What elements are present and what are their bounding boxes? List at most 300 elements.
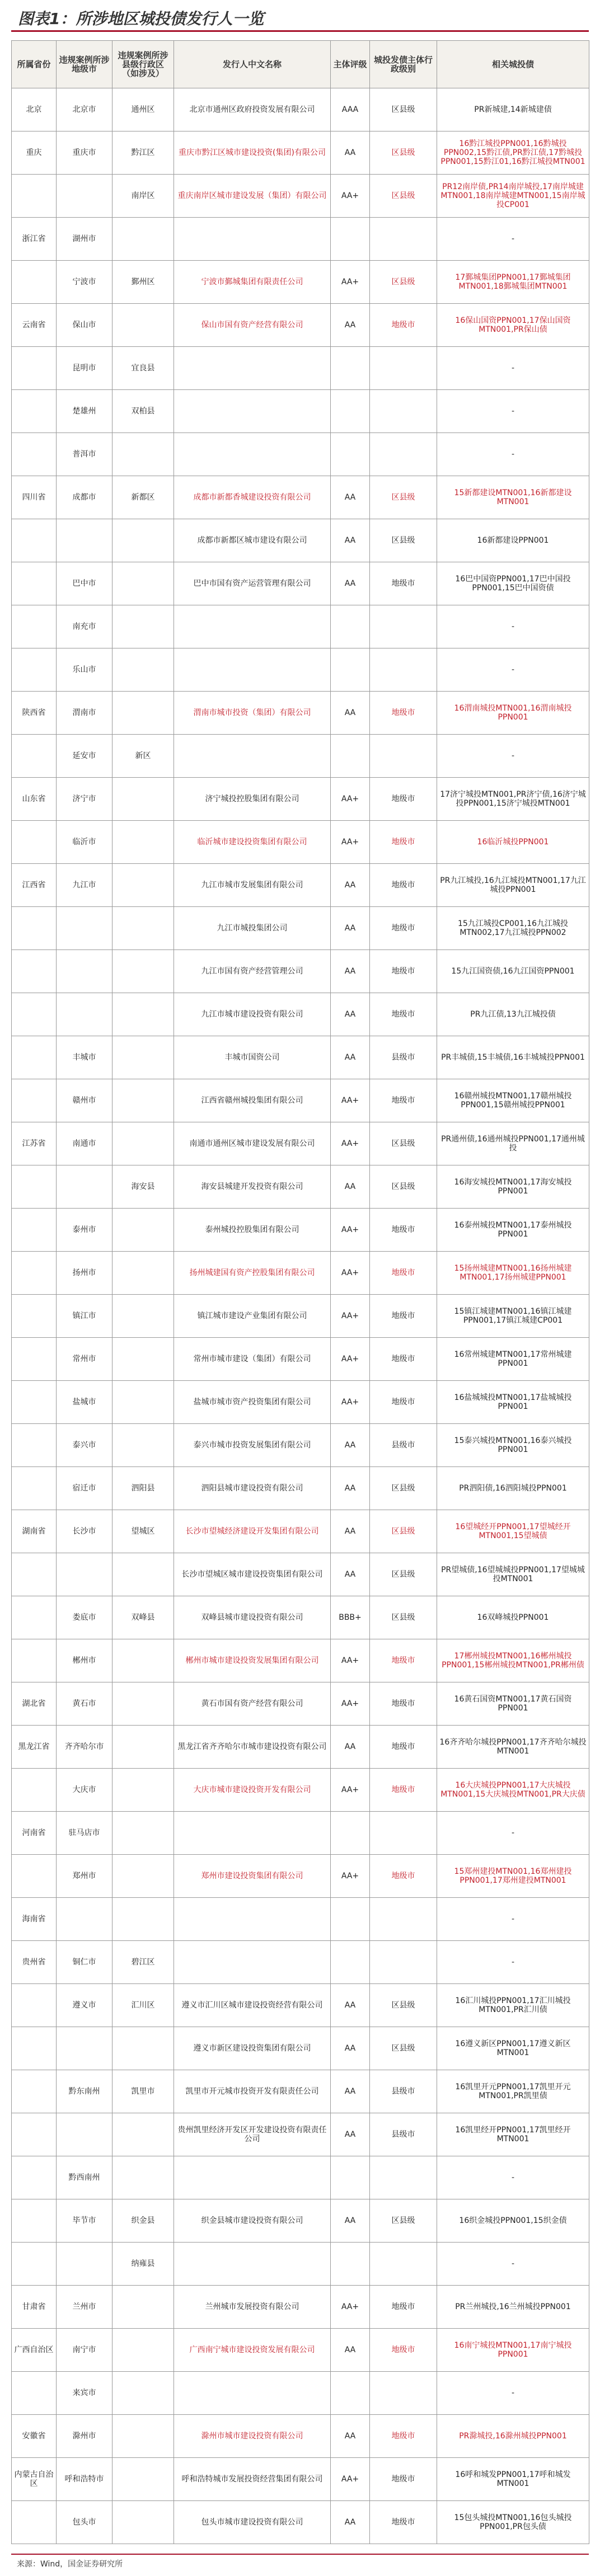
cell-city: 娄底市 (57, 1596, 112, 1639)
cell-admin-level: 区县级 (370, 1510, 437, 1553)
cell-province (12, 1855, 57, 1898)
source-note: 来源：Wind，国金证券研究所 (17, 2560, 123, 2569)
cell-bonds: PR滁城投,16滁州城投PPN001 (437, 2415, 589, 2458)
cell-issuer: 广西南宁城市建设投资发展有限公司 (174, 2329, 331, 2372)
cell-county (112, 648, 174, 692)
cell-county: 双峰县 (112, 1596, 174, 1639)
cell-province (12, 519, 57, 562)
table-header-row (12, 41, 589, 88)
cell-issuer (174, 2243, 331, 2286)
cell-city: 延安市 (57, 735, 112, 778)
cell-admin-level: 区县级 (370, 88, 437, 131)
cell-issuer: 渭南市城市投资（集团）有限公司 (174, 692, 331, 735)
cell-bonds: 16新都建设PPN001 (437, 519, 589, 562)
cell-rating (331, 390, 370, 433)
cell-admin-level: 地级市 (370, 1639, 437, 1682)
cell-rating: AA (331, 993, 370, 1036)
cell-city: 大庆市 (57, 1769, 112, 1812)
table-row (12, 131, 589, 175)
table-row (12, 347, 589, 390)
cell-rating: AA+ (331, 821, 370, 864)
cell-city: 楚雄州 (57, 390, 112, 433)
cell-admin-level (370, 218, 437, 261)
cell-county (112, 1036, 174, 1079)
table-row (12, 692, 589, 735)
cell-city: 昆明市 (57, 347, 112, 390)
cell-province: 湖北省 (12, 1682, 57, 1726)
cell-bonds: 16海安城投MTN001,17海安城投PPN001 (437, 1165, 589, 1209)
cell-bonds: PR九江债,13九江城投债 (437, 993, 589, 1036)
cell-issuer (174, 648, 331, 692)
cell-rating: AA (331, 1467, 370, 1510)
cell-county (112, 2415, 174, 2458)
cell-issuer: 九江市城市建设投资有限公司 (174, 993, 331, 1036)
cell-city (57, 950, 112, 993)
cell-admin-level: 县级市 (370, 1424, 437, 1467)
cell-rating: AA+ (331, 1381, 370, 1424)
cell-issuer: 镇江城市建设产业集团有限公司 (174, 1295, 331, 1338)
cell-issuer: 临沂城市建设投资集团有限公司 (174, 821, 331, 864)
col-admin-level: 城投发债主体行政级别 (370, 41, 437, 88)
cell-province (12, 1424, 57, 1467)
cell-rating: AA (331, 1510, 370, 1553)
cell-admin-level: 地级市 (370, 907, 437, 950)
cell-county: 织金县 (112, 2199, 174, 2243)
cell-rating: AA+ (331, 778, 370, 821)
cell-county (112, 1812, 174, 1855)
cell-admin-level: 区县级 (370, 1122, 437, 1165)
cell-bonds: 16盐城城投MTN001,17盐城城投PPN001 (437, 1381, 589, 1424)
cell-county: 海安县 (112, 1165, 174, 1209)
cell-province (12, 605, 57, 648)
cell-issuer: 泰兴市城市投资发展集团有限公司 (174, 1424, 331, 1467)
cell-issuer (174, 218, 331, 261)
cell-province: 云南省 (12, 304, 57, 347)
cell-rating: AA+ (331, 1769, 370, 1812)
cell-rating: AA+ (331, 1682, 370, 1726)
cell-city (57, 519, 112, 562)
cell-county: 碧江区 (112, 1941, 174, 1984)
cell-rating: AA+ (331, 1122, 370, 1165)
cell-bonds: PR新城建,14新城建债 (437, 88, 589, 131)
table-row (12, 1726, 589, 1769)
cell-rating: AA (331, 2113, 370, 2156)
cell-city: 赣州市 (57, 1079, 112, 1122)
cell-province: 江西省 (12, 864, 57, 907)
cell-rating: AA (331, 476, 370, 519)
cell-province (12, 1338, 57, 1381)
cell-issuer: 遵义市汇川区城市建设投资经营有限公司 (174, 1984, 331, 2027)
cell-admin-level: 区县级 (370, 261, 437, 304)
table-row (12, 2372, 589, 2415)
cell-bonds: - (437, 1898, 589, 1941)
cell-issuer: 郑州市建设投资集团有限公司 (174, 1855, 331, 1898)
cell-bonds: 16南宁城投MTN001,17南宁城投PPN001 (437, 2329, 589, 2372)
cell-rating: AA (331, 2027, 370, 2070)
cell-city (57, 2113, 112, 2156)
cell-admin-level: 地级市 (370, 950, 437, 993)
cell-admin-level: 地级市 (370, 1338, 437, 1381)
cell-admin-level: 县级市 (370, 2070, 437, 2113)
cell-admin-level (370, 735, 437, 778)
cell-rating: AA+ (331, 1855, 370, 1898)
cell-rating (331, 2156, 370, 2199)
cell-issuer: 海安县城建开发投资有限公司 (174, 1165, 331, 1209)
cell-rating (331, 218, 370, 261)
cell-bonds: 15郑州建投MTN001,16郑州建投PPN001,17郑州建投MTN001 (437, 1855, 589, 1898)
cell-province (12, 1553, 57, 1596)
cell-city: 宁波市 (57, 261, 112, 304)
cell-bonds: 17济宁城投MTN001,PR济宁债,16济宁城投PPN001,15济宁城投MTN001 (437, 778, 589, 821)
cell-bonds: 16凯里经开PPN001,17凯里经开MTN001 (437, 2113, 589, 2156)
cell-rating: AA (331, 2415, 370, 2458)
table-row (12, 735, 589, 778)
cell-rating (331, 433, 370, 476)
cell-county: 凯里市 (112, 2070, 174, 2113)
cell-issuer: 巴中市国有资产运营管理有限公司 (174, 562, 331, 605)
cell-city: 盐城市 (57, 1381, 112, 1424)
table-row (12, 2415, 589, 2458)
cell-issuer: 呼和浩特城市发展投资经营集团有限公司 (174, 2458, 331, 2501)
cell-issuer: 江西省赣州城投集团有限公司 (174, 1079, 331, 1122)
cell-county (112, 1855, 174, 1898)
cell-rating: AA+ (331, 175, 370, 218)
cell-admin-level: 地级市 (370, 1381, 437, 1424)
cell-rating: AA+ (331, 2458, 370, 2501)
cell-issuer: 泗阳县城市建设投资有限公司 (174, 1467, 331, 1510)
cell-province: 安徽省 (12, 2415, 57, 2458)
col-county: 违规案例所涉县级行政区（如涉及） (112, 41, 174, 88)
cell-bonds: - (437, 1812, 589, 1855)
cell-issuer: 保山市国有资产经营有限公司 (174, 304, 331, 347)
cell-admin-level: 地级市 (370, 1079, 437, 1122)
cell-province: 贵州省 (12, 1941, 57, 1984)
cell-province: 江苏省 (12, 1122, 57, 1165)
cell-county (112, 1122, 174, 1165)
cell-city: 湖州市 (57, 218, 112, 261)
cell-rating: AA (331, 1036, 370, 1079)
cell-province (12, 562, 57, 605)
cell-province: 四川省 (12, 476, 57, 519)
cell-province (12, 2070, 57, 2113)
cell-issuer: 重庆南岸区城市建设发展（集团）有限公司 (174, 175, 331, 218)
cell-city: 齐齐哈尔市 (57, 1726, 112, 1769)
cell-admin-level: 区县级 (370, 1165, 437, 1209)
cell-county (112, 304, 174, 347)
cell-rating: AA (331, 864, 370, 907)
col-city: 违规案例所涉地级市 (57, 41, 112, 88)
col-rating: 主体评级 (331, 41, 370, 88)
cell-province: 重庆 (12, 131, 57, 175)
cell-admin-level: 区县级 (370, 2199, 437, 2243)
cell-bonds: 16黄石国资MTN001,17黄石国资PPN001 (437, 1682, 589, 1726)
cell-bonds: 15新都建设MTN001,16新都建设MTN001 (437, 476, 589, 519)
cell-city: 普洱市 (57, 433, 112, 476)
cell-admin-level (370, 605, 437, 648)
cell-city: 兰州市 (57, 2286, 112, 2329)
cell-admin-level (370, 648, 437, 692)
cell-issuer: 泰州城投控股集团有限公司 (174, 1209, 331, 1252)
cell-city: 包头市 (57, 2501, 112, 2544)
cell-city: 黔东南州 (57, 2070, 112, 2113)
cell-province (12, 2199, 57, 2243)
cell-county: 新区 (112, 735, 174, 778)
table-row (12, 1769, 589, 1812)
cell-issuer: 兰州城市发展投资有限公司 (174, 2286, 331, 2329)
cell-rating (331, 1898, 370, 1941)
cell-city: 临沂市 (57, 821, 112, 864)
table-row (12, 2113, 589, 2156)
cell-bonds: PR望城债,16望城城投PPN001,17望城城投MTN001 (437, 1553, 589, 1596)
cell-province (12, 1381, 57, 1424)
cell-bonds: 16黔江城投PPN001,16黔城投PPN002,15黔江债,PR黔江债,17黔城投PPN001,15黔江01,16黔江城投MTN001 (437, 131, 589, 175)
table-body (12, 88, 589, 2544)
cell-county (112, 2458, 174, 2501)
cell-province: 广西自治区 (12, 2329, 57, 2372)
cell-bonds: 15九江国资债,16九江国资PPN001 (437, 950, 589, 993)
table-row (12, 907, 589, 950)
cell-rating: AA (331, 950, 370, 993)
cell-bonds: 16织金城投PPN001,15织金债 (437, 2199, 589, 2243)
table-row (12, 821, 589, 864)
cell-admin-level: 地级市 (370, 1726, 437, 1769)
cell-issuer: 重庆市黔江区城市建设投资(集团)有限公司 (174, 131, 331, 175)
table-row (12, 605, 589, 648)
cell-county: 新都区 (112, 476, 174, 519)
cell-bonds: - (437, 390, 589, 433)
cell-province: 山东省 (12, 778, 57, 821)
cell-county (112, 1553, 174, 1596)
cell-city: 南通市 (57, 1122, 112, 1165)
cell-province (12, 2501, 57, 2544)
table-row (12, 2286, 589, 2329)
cell-admin-level: 地级市 (370, 1295, 437, 1338)
cell-county: 泗阳县 (112, 1467, 174, 1510)
cell-issuer (174, 2156, 331, 2199)
cell-bonds: 15包头城投MTN001,16包头城投PPN001,PR包头债 (437, 2501, 589, 2544)
cell-province (12, 821, 57, 864)
cell-city: 巴中市 (57, 562, 112, 605)
table-row (12, 2199, 589, 2243)
cell-city: 九江市 (57, 864, 112, 907)
cell-admin-level: 地级市 (370, 1769, 437, 1812)
cell-issuer: 遵义市新区建设投资集团有限公司 (174, 2027, 331, 2070)
cell-city (57, 2027, 112, 2070)
cell-issuer (174, 390, 331, 433)
cell-city: 乐山市 (57, 648, 112, 692)
cell-bonds: - (437, 2372, 589, 2415)
cell-bonds: 16呼和城发PPN001,17呼和城发MTN001 (437, 2458, 589, 2501)
cell-province (12, 347, 57, 390)
title-rule (11, 30, 589, 32)
cell-rating: AA (331, 907, 370, 950)
cell-city (57, 1553, 112, 1596)
cell-bonds: PR九江城投,16九江城投MTN001,17九江城投PPN001 (437, 864, 589, 907)
cell-city: 北京市 (57, 88, 112, 131)
cell-issuer: 南通市通州区城市建设发展有限公司 (174, 1122, 331, 1165)
cell-bonds: - (437, 605, 589, 648)
cell-province: 浙江省 (12, 218, 57, 261)
cell-admin-level: 区县级 (370, 519, 437, 562)
cell-city: 来宾市 (57, 2372, 112, 2415)
cell-city (57, 907, 112, 950)
cell-province (12, 433, 57, 476)
cell-issuer (174, 2372, 331, 2415)
cell-province: 河南省 (12, 1812, 57, 1855)
table-row (12, 476, 589, 519)
cell-county (112, 1295, 174, 1338)
cell-county: 双柏县 (112, 390, 174, 433)
cell-rating (331, 605, 370, 648)
cell-city: 保山市 (57, 304, 112, 347)
cell-county (112, 1769, 174, 1812)
cell-county (112, 2286, 174, 2329)
cell-city (57, 993, 112, 1036)
cell-county (112, 778, 174, 821)
cell-city: 长沙市 (57, 1510, 112, 1553)
cell-admin-level: 区县级 (370, 476, 437, 519)
cell-rating: AA (331, 131, 370, 175)
cell-rating: AA+ (331, 1209, 370, 1252)
cell-admin-level (370, 347, 437, 390)
cell-issuer: 济宁城投控股集团有限公司 (174, 778, 331, 821)
cell-issuer: 大庆市城市建设投资开发有限公司 (174, 1769, 331, 1812)
cell-issuer (174, 1812, 331, 1855)
cell-rating (331, 648, 370, 692)
cell-admin-level (370, 1898, 437, 1941)
cell-admin-level: 地级市 (370, 778, 437, 821)
cell-bonds: 16临沂城投PPN001 (437, 821, 589, 864)
cell-province (12, 2113, 57, 2156)
cell-issuer: 凯里市开元城市投资开发有限责任公司 (174, 2070, 331, 2113)
cell-city: 镇江市 (57, 1295, 112, 1338)
table-row (12, 1510, 589, 1553)
cell-city: 驻马店市 (57, 1812, 112, 1855)
cell-admin-level: 县级市 (370, 2113, 437, 2156)
cell-admin-level: 地级市 (370, 2501, 437, 2544)
cell-admin-level: 地级市 (370, 692, 437, 735)
table-row (12, 2501, 589, 2544)
cell-bonds: 17鄞城集团PPN001,17鄞城集团MTN001,18鄞城集团MTN001 (437, 261, 589, 304)
cell-county (112, 692, 174, 735)
cell-rating: AA+ (331, 1252, 370, 1295)
cell-issuer: 九江市城投集团公司 (174, 907, 331, 950)
cell-county (112, 1898, 174, 1941)
cell-issuer: 郴州市城市建设投资发展集团有限公司 (174, 1639, 331, 1682)
cell-city: 泰兴市 (57, 1424, 112, 1467)
cell-rating: AA+ (331, 1639, 370, 1682)
cell-admin-level: 地级市 (370, 821, 437, 864)
table-row (12, 1252, 589, 1295)
cell-city: 黔西南州 (57, 2156, 112, 2199)
table-row (12, 2156, 589, 2199)
cell-province: 陕西省 (12, 692, 57, 735)
cell-province (12, 175, 57, 218)
table-row (12, 1036, 589, 1079)
figure-title: 图表1：所涉地区城投债发行人一览 (18, 10, 264, 28)
cell-province (12, 1295, 57, 1338)
cell-city: 南宁市 (57, 2329, 112, 2372)
cell-rating: BBB+ (331, 1596, 370, 1639)
cell-county (112, 1424, 174, 1467)
cell-admin-level: 县级市 (370, 1036, 437, 1079)
cell-issuer: 丰城市国资公司 (174, 1036, 331, 1079)
cell-bonds: 16望城经开PPN001,17望城经开MTN001,15望城债 (437, 1510, 589, 1553)
cell-county (112, 1252, 174, 1295)
cell-county (112, 2372, 174, 2415)
cell-admin-level (370, 2372, 437, 2415)
cell-bonds: 16赣州城投MTN001,17赣州城投PPN001,15赣州城投PPN001 (437, 1079, 589, 1122)
cell-issuer (174, 735, 331, 778)
cell-bonds: - (437, 2156, 589, 2199)
cell-county: 汇川区 (112, 1984, 174, 2027)
cell-rating: AA+ (331, 1079, 370, 1122)
cell-admin-level: 地级市 (370, 864, 437, 907)
cell-admin-level: 区县级 (370, 1467, 437, 1510)
cell-city: 铜仁市 (57, 1941, 112, 1984)
cell-bonds: 16巴中国资PPN001,17巴中国投PPN001,15巴中国资债 (437, 562, 589, 605)
cell-province (12, 648, 57, 692)
cell-county (112, 2113, 174, 2156)
cell-city: 成都市 (57, 476, 112, 519)
table-row (12, 175, 589, 218)
table-row (12, 950, 589, 993)
cell-rating: AA (331, 2199, 370, 2243)
cell-province: 湖南省 (12, 1510, 57, 1553)
cell-province (12, 1984, 57, 2027)
cell-issuer: 包头市城市建设投资有限公司 (174, 2501, 331, 2544)
cell-issuer (174, 347, 331, 390)
cell-rating: AA+ (331, 1295, 370, 1338)
cell-issuer: 织金县城市建设投资有限公司 (174, 2199, 331, 2243)
cell-county (112, 950, 174, 993)
cell-bonds: - (437, 735, 589, 778)
cell-county: 望城区 (112, 1510, 174, 1553)
cell-county (112, 2027, 174, 2070)
cell-city: 遵义市 (57, 1984, 112, 2027)
table-row (12, 1079, 589, 1122)
table-row (12, 1165, 589, 1209)
cell-admin-level: 区县级 (370, 1553, 437, 1596)
cell-issuer: 黑龙江省齐齐哈尔市城市建设投资有限公司 (174, 1726, 331, 1769)
table-row (12, 648, 589, 692)
cell-city (57, 2243, 112, 2286)
cell-admin-level (370, 1941, 437, 1984)
cell-bonds: - (437, 433, 589, 476)
cell-bonds: 16泰州城投MTN001,17泰州城投PPN001 (437, 1209, 589, 1252)
cell-bonds: 15泰兴城投MTN001,16泰兴城投PPN001 (437, 1424, 589, 1467)
cell-city: 泰州市 (57, 1209, 112, 1252)
table-row (12, 1812, 589, 1855)
cell-issuer: 长沙市望城经济建设开发集团有限公司 (174, 1510, 331, 1553)
cell-issuer: 长沙市望城区城市建设投资集团有限公司 (174, 1553, 331, 1596)
cell-county (112, 1639, 174, 1682)
cell-admin-level: 地级市 (370, 2329, 437, 2372)
cell-province: 北京 (12, 88, 57, 131)
cell-county: 通州区 (112, 88, 174, 131)
table-row (12, 864, 589, 907)
table-row (12, 1553, 589, 1596)
cell-rating: AAA (331, 88, 370, 131)
table-row (12, 519, 589, 562)
table-row (12, 218, 589, 261)
cell-rating: AA (331, 692, 370, 735)
cell-county: 南岸区 (112, 175, 174, 218)
cell-city: 滁州市 (57, 2415, 112, 2458)
cell-bonds: - (437, 218, 589, 261)
cell-province (12, 2243, 57, 2286)
cell-admin-level: 地级市 (370, 562, 437, 605)
